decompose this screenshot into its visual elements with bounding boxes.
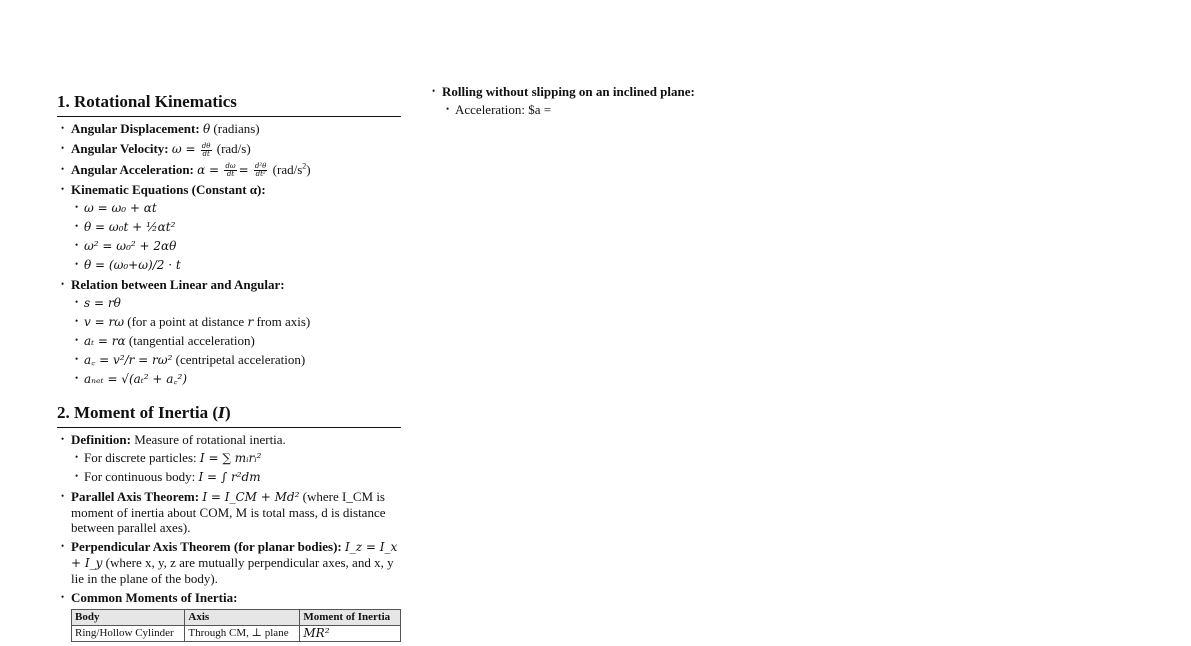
section-heading-rotational-kinematics: 1. Rotational Kinematics [57,90,401,117]
definition-item: • For continuous body: I = ∫ r²dm [71,469,401,485]
table-header-row: Body Axis Moment of Inertia [72,610,401,626]
kinematics-list [57,121,401,387]
relation-item: • s = rθ [71,295,401,311]
equation-item: • ω = ω₀ + αt [71,200,401,216]
list-item-common-moments: • Common Moments of Inertia: Body Axis Moment of Inertia Ring/Hollow Cylinder Through CM, ⊥ plane MR² [57,590,401,642]
equation-item: • θ = (ω₀+ω)/2 · t [71,257,401,273]
relation-item: • a꜀ = v²/r = rω² (centripetal acceleration) [71,352,401,368]
definition-item: • For discrete particles: I = ∑ mᵢrᵢ² [71,450,401,466]
relation-item: • aₙₑₜ = √(aₜ² + a꜀²) [71,371,401,387]
acceleration-item: • Acceleration: $a = [442,102,828,117]
rolling-sublist [442,102,828,117]
list-item-angular-displacement: • Angular Displacement: θ (radians) [57,121,401,137]
section-moment-of-inertia [57,401,401,642]
list-item-angular-acceleration: • Angular Acceleration: α = $\frac{d\omega}{dt}$ = $\frac{\text{d²θ}}{\text{dt²}}$ $(rad/s^2)$ [57,162,401,179]
kinematic-equations-list [71,200,401,273]
list-item-linear-angular-relation: • Relation between Linear and Angular: • s = rθ • v = rω (for a point at distance r from axis) • aₜ = rα (tangential acceleration) • a꜀ = v²/r = rω² (centripetal acceleration) • aₙₑₜ = √(aₜ² + a꜀²) [57,277,401,387]
fraction: $\frac{d\omega}{dt}$ [225,162,236,179]
list-item-angular-velocity: • Angular Velocity: ω = $\frac{d\theta}{dt}$ (rad/s) [57,141,401,158]
definition-sublist [71,450,401,485]
list-item-perpendicular-axis: • Perpendicular Axis Theorem (for planar bodies): I_z = I_x + I_y (where x, y, z are mutually perpendicular axes, and x, y lie in the plane of the body). [57,539,401,586]
relations-list [71,295,401,387]
relation-item: • v = rω (for a point at distance r from axis) [71,314,401,330]
table-row: Ring/Hollow Cylinder Through CM, ⊥ plane MR² [72,626,401,642]
equation-item: • θ = ω₀t + ½αt² [71,219,401,235]
inertia-list [57,432,401,642]
section-heading-moment-of-inertia: 2. Moment of Inertia (I) [57,401,401,428]
fraction: $\frac{\text{d²θ}}{\text{dt²}}$ [254,162,267,179]
list-item-definition: • Definition: Measure of rotational inertia. • For discrete particles: I = ∑ mᵢrᵢ² • For continuous body: I = ∫ r²dm [57,432,401,485]
list-item-rolling: • Rolling without slipping on an inclined plane: • Acceleration: $a = [428,84,828,117]
list-item-parallel-axis: • Parallel Axis Theorem: I = I_CM + Md² (where I_CM is moment of inertia about COM, M is total mass, d is distance between parallel axes). [57,489,401,535]
equation-item: • ω² = ω₀² + 2αθ [71,238,401,254]
left-column [57,90,401,646]
relation-item: • aₜ = rα (tangential acceleration) [71,333,401,349]
fraction: $\frac{d\theta}{dt}$ [201,141,211,158]
rolling-list [428,84,828,117]
list-item-kinematic-equations: • Kinematic Equations (Constant α): • ω = ω₀ + αt • θ = ω₀t + ½αt² • ω² = ω₀² + 2αθ • θ = (ω₀+ω)/2 · t [57,182,401,273]
right-column [428,80,828,121]
